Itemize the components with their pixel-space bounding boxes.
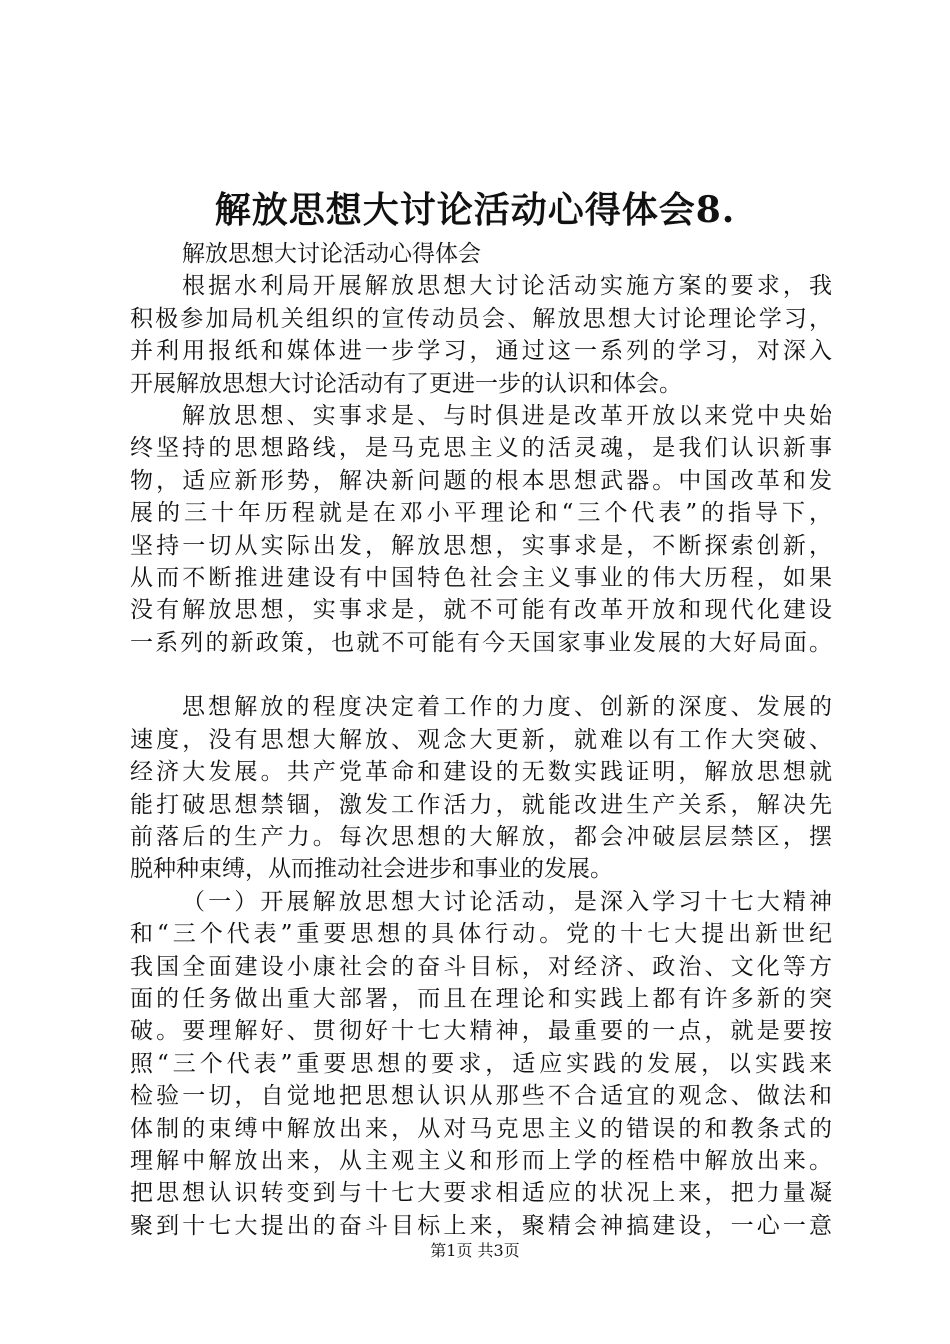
text-line: 体制的束缚中解放出来，从对马克思主义的错误的和教条式的 — [130, 1115, 832, 1142]
text-line: 终坚持的思想路线，是马克思主义的活灵魂，是我们认识新事 — [130, 435, 832, 462]
text-line: 思想解放的程度决定着工作的力度、创新的深度、发展的 — [182, 694, 832, 721]
text-line: 一系列的新政策，也就不可能有今天国家事业发展的大好局面。 — [130, 629, 832, 656]
text-line: （一）开展解放思想大讨论活动，是深入学习十七大精神 — [182, 888, 832, 915]
text-line: 解放思想、实事求是、与时俱进是改革开放以来党中央始 — [182, 402, 832, 429]
text-line: 没有解放思想，实事求是，就不可能有改革开放和现代化建设 — [130, 597, 832, 624]
document-body — [130, 238, 832, 1242]
subtitle-line: 解放思想大讨论活动心得体会 — [182, 241, 481, 267]
text-line: 速度，没有思想大解放、观念大更新，就难以有工作大突破、 — [130, 726, 832, 753]
text-line: 坚持一切从实际出发，解放思想，实事求是，不断探索创新， — [130, 532, 832, 559]
page-footer: 第1页 共3页 — [430, 1241, 520, 1260]
text-line: 物，适应新形势，解决新问题的根本思想武器。中国改革和发 — [130, 467, 832, 494]
text-line: 面的任务做出重大部署，而且在理论和实践上都有许多新的突 — [130, 985, 832, 1012]
text-line: 并利用报纸和媒体进一步学习，通过这一系列的学习，对深入 — [130, 338, 832, 365]
text-line: 理解中解放出来，从主观主义和形而上学的桎梏中解放出来。 — [130, 1147, 832, 1174]
text-line: 破。要理解好、贯彻好十七大精神，最重要的一点，就是要按 — [130, 1018, 832, 1045]
text-line: 积极参加局机关组织的宣传动员会、解放思想大讨论理论学习， — [130, 305, 832, 332]
text-line: 检验一切，自觉地把思想认识从那些不合适宜的观念、做法和 — [130, 1083, 832, 1110]
text-line: 我国全面建设小康社会的奋斗目标，对经济、政治、文化等方 — [130, 953, 832, 980]
text-line: 聚到十七大提出的奋斗目标上来，聚精会神搞建设，一心一意 — [130, 1212, 832, 1239]
text-line: 照“三个代表”重要思想的要求，适应实践的发展，以实践来 — [130, 1050, 832, 1077]
text-line: 从而不断推进建设有中国特色社会主义事业的伟大历程，如果 — [130, 564, 832, 591]
text-line: 能打破思想禁锢，激发工作活力，就能改进生产关系，解决先 — [130, 791, 832, 818]
text-line: 开展解放思想大讨论活动有了更进一步的认识和体会。 — [130, 370, 682, 397]
document-title: 解放思想大讨论活动心得体会8. — [214, 189, 736, 231]
text-line: 把思想认识转变到与十七大要求相适应的状况上来，把力量凝 — [130, 1180, 832, 1207]
text-line: 前落后的生产力。每次思想的大解放，都会冲破层层禁区，摆 — [130, 824, 832, 851]
text-line: 根据水利局开展解放思想大讨论活动实施方案的要求，我 — [182, 273, 832, 300]
text-line: 脱种种束缚，从而推动社会进步和事业的发展。 — [130, 856, 613, 883]
blank-line — [130, 659, 832, 691]
text-line: 和“三个代表”重要思想的具体行动。党的十七大提出新世纪 — [130, 921, 832, 948]
text-line: 展的三十年历程就是在邓小平理论和“三个代表”的指导下， — [130, 500, 832, 527]
text-line: 经济大发展。共产党革命和建设的无数实践证明，解放思想就 — [130, 759, 832, 786]
